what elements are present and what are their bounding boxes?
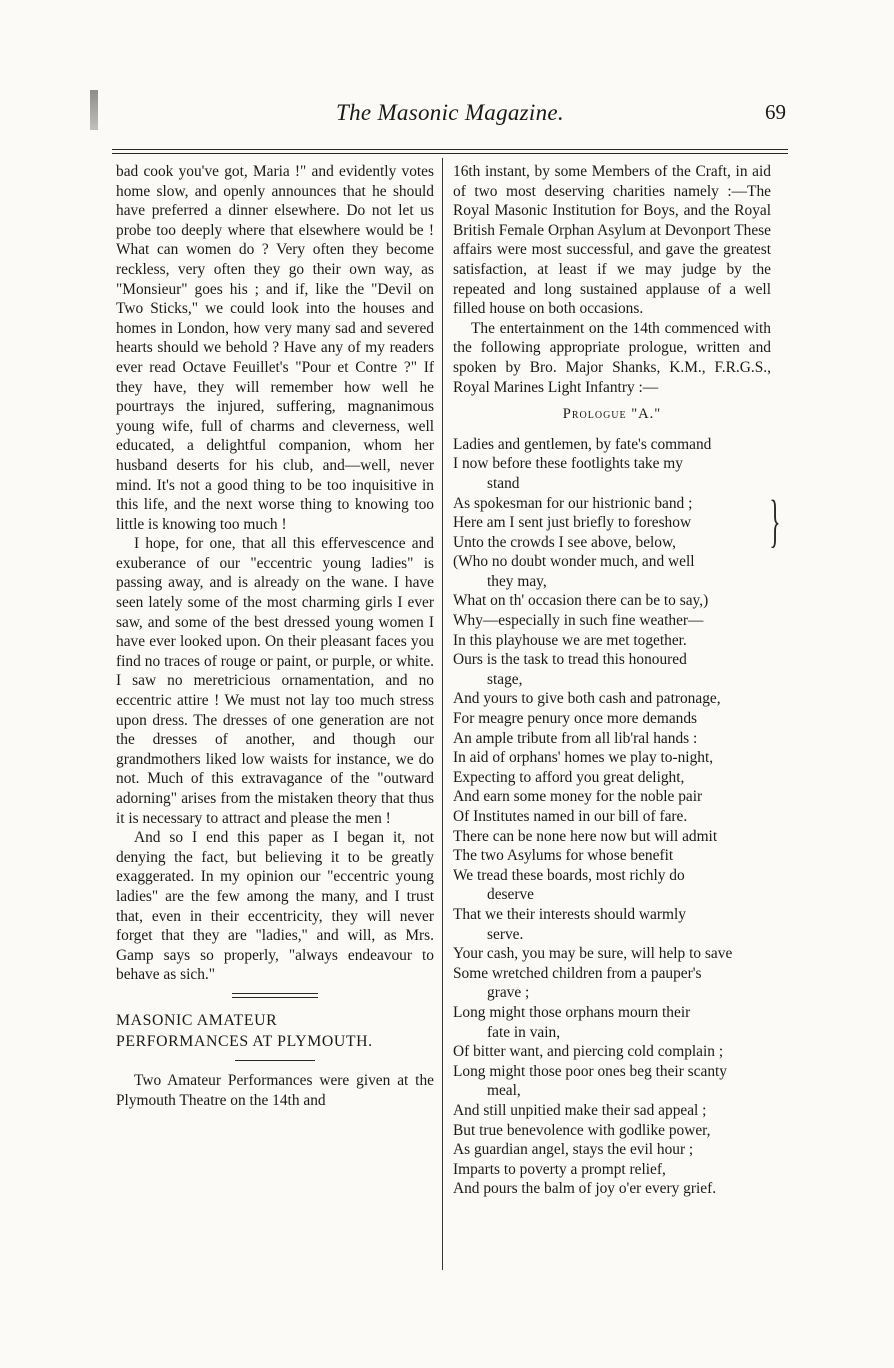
verse-line: they may, [487,572,547,590]
verse-line: What on th' occasion there can be to say,) [453,592,709,610]
verse-line: There can be none here now but will admit [453,827,718,845]
verse-line: Here am I sent just briefly to foreshow [453,514,692,532]
verse-line: Imparts to poverty a prompt relief, [453,1160,666,1178]
verse-line: I now before these footlights take my [453,455,683,473]
page-number: 69 [765,100,786,124]
paragraph: And so I end this paper as I began it, not denying the fact, but believing it to be greatly exaggerated. In my opinion our "eccentric young ladies" are the few among the many, and I trust that, even in their eccentricity, they will never forget that they are "ladies," and will, as Mrs. Gamp says so properly, "always endeavour to behave as sich." [116,829,434,984]
verse-line: Why—especially in such fine weather— [453,612,704,630]
verse-line: And pours the balm of joy o'er every grief. [453,1180,717,1198]
verse-line: meal, [487,1082,521,1100]
verse-line: Unto the crowds I see above, below, [453,533,676,551]
column-divider [442,158,443,1270]
verse-line: Long might those orphans mourn their [453,1003,691,1021]
header-rule [112,149,788,150]
verse-line: Your cash, you may be sure, will help to save [453,945,733,963]
verse-line: As spokesman for our histrionic band ; [453,494,693,512]
verse-line: The two Asylums for whose benefit [453,847,674,865]
verse-line: And earn some money for the noble pair [453,788,703,806]
verse-line: That we their interests should warmly [453,905,686,923]
verse-line: As guardian angel, stays the evil hour ; [453,1141,694,1159]
short-rule [235,1060,315,1061]
section-divider [232,993,318,998]
verse-line: An ample tribute from all lib'ral hands : [453,729,698,747]
scan-edge-mark [90,90,98,130]
verse-line: Long might those poor ones beg their scanty [453,1062,727,1080]
running-title: The Masonic Magazine. [336,100,564,125]
verse-line: Ours is the task to tread this honoured [453,651,687,669]
verse-line: Expecting to afford you great delight, [453,768,685,786]
section-title-line: PERFORMANCES AT PLYMOUTH. [116,1032,373,1050]
header-rule-thin [112,153,788,154]
verse-line: (Who no doubt wonder much, and well [453,553,695,571]
paragraph: Two Amateur Performances were given at the Plymouth Theatre on the 14th and [116,1071,434,1109]
brace-mark: } [769,488,781,553]
verse-line: Of bitter want, and piercing cold complain ; [453,1043,724,1061]
paragraph: The entertainment on the 14th commenced with the following appropriate prologue, written and spoken by Bro. Major Shanks, K.M., F.R.G.S., Royal Marines Light Infantry :— [453,319,771,396]
verse-line: deserve [487,886,534,904]
right-column [453,162,781,1272]
page-header [112,96,788,140]
verse-line: And yours to give both cash and patronage, [453,690,721,708]
paragraph-continued: bad cook you've got, Maria !" and evidently votes home slow, and openly announces that he should have preferred a dinner elsewhere. Do not let us probe too deeply where that elsewhere would be ! What can women do ? Very often they become reckless, very often they go their own way, as "Monsieur" goes his ; and if, like the "Devil on Two Sticks," we could look into the houses and homes in London, how very many sad and severed hearts should we behold ? Have any of my readers ever read Octave Feuillet's "Pour et Contre ?" If they have, they will remember how well he pourtrays the injured, suffering, magnanimous young wife, full of charms and cleverness, well educated, a delightful companion, whom her husband deserts for his club, and—well, never mind. It's not a good thing to be too inquisitive in this life, and the next worse thing to knowing too little is knowing too much ! [116,163,434,533]
paragraph: I hope, for one, that all this effervescence and exuberance of our "eccentric young ladies" is passing away, and is already on the wane. I have seen lately some of the most charming girls I ever saw, and some of the best dressed young women I have ever looked upon. On their pleasant faces you find no traces of rouge or paint, or purple, or white. I saw no meretricious ornamentation, and no eccentric attire ! We must not lay too much stress upon dress. The dresses of one generation are not the dresses of another, and though our grandmothers liked low waists for instance, we do not. Much of this extravagance of the "outward adorning" arises from the mistaken theory that thus it is necessary to attract and please the men ! [116,535,434,827]
verse-line: Ladies and gentlemen, by fate's command [453,435,712,453]
prologue-heading: Prologue "A." [562,406,662,423]
verse-line: In this playhouse we are met together. [453,631,687,649]
section-title [116,1010,434,1052]
verse-line: We tread these boards, most richly do [453,866,685,884]
verse-line: But true benevolence with godlike power, [453,1121,711,1139]
verse-line: grave ; [487,984,530,1002]
section-title-line: MASONIC AMATEUR [116,1011,278,1029]
paragraph-continued: 16th instant, by some Members of the Craft, in aid of two most deserving charities namely :—The Royal Masonic Institution for Boys, and the Royal British Female Orphan Asylum at Devonport These affairs were most successful, and gave the greatest satisfaction, at least if we may judge by the repeated and long sustained applause of a well filled house on both occasions. [453,163,771,318]
verse-line: Some wretched children from a pauper's [453,964,702,982]
verse-line: And still unpitied make their sad appeal ; [453,1101,707,1119]
verse-line: In aid of orphans' homes we play to-night, [453,749,714,767]
prologue-verse [453,435,771,1199]
verse-line: For meagre penury once more demands [453,710,698,728]
verse-line: serve. [487,925,524,943]
verse-line: fate in vain, [487,1023,561,1041]
verse-line: stand [487,474,520,492]
verse-line: Of Institutes named in our bill of fare. [453,808,688,825]
verse-line: stage, [487,670,523,688]
left-column [116,162,434,1272]
